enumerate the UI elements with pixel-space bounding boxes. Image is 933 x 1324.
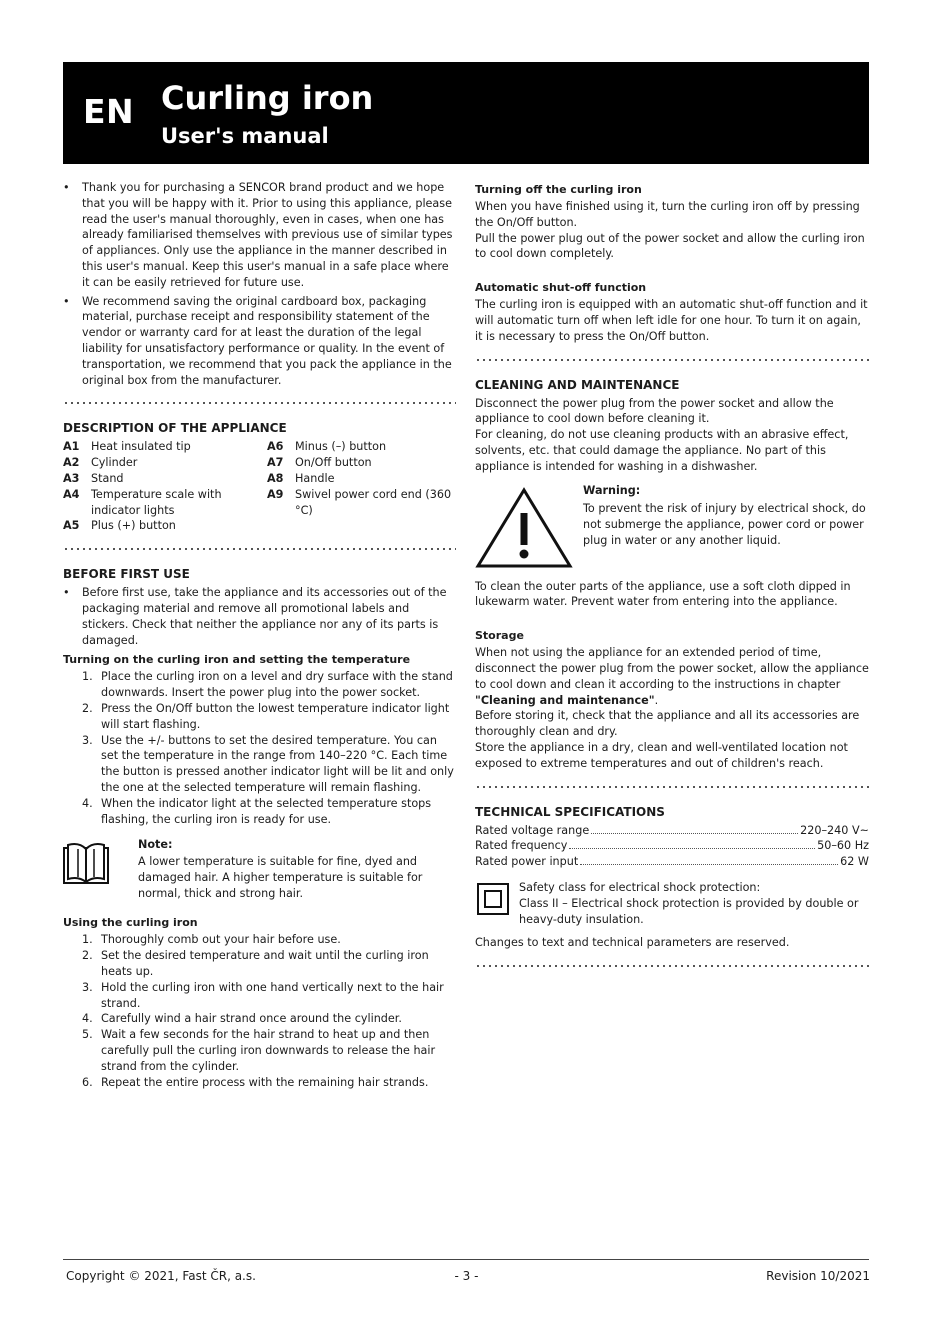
spec-value: 220–240 V~ [800, 823, 869, 837]
description-heading: DESCRIPTION OF THE APPLIANCE [63, 421, 287, 436]
part-code: A4 [63, 487, 80, 501]
spec-label: Rated frequency [475, 839, 568, 853]
before-first-use-heading: BEFORE FIRST USE [63, 567, 190, 582]
part-label: Plus (+) button [91, 519, 176, 533]
page-header [63, 62, 869, 164]
intro-list [63, 180, 456, 388]
safety-class-box [475, 880, 869, 927]
part-code: A1 [63, 440, 80, 454]
safety-class-text: Class II – Electrical shock protection is provided by double or heavy-duty insulation. [519, 896, 859, 926]
page-number: - 3 - [454, 1269, 479, 1283]
warning-triangle-icon [475, 487, 573, 569]
document-subtitle: User's manual [161, 124, 329, 148]
turning-on-heading: Turning on the curling iron and setting the temperature [63, 653, 411, 667]
step-item: 4. Carefully wind a hair strand once around the cylinder. [82, 1012, 402, 1026]
spec-label: Rated power input [475, 855, 579, 869]
part-label: Temperature scale with indicator lights [91, 487, 222, 517]
step-item: 2. Press the On/Off button the lowest temperature indicator light will start flashing. [82, 701, 450, 731]
part-label: Handle [295, 471, 335, 485]
footer-revision: Revision 10/2021 [766, 1269, 870, 1283]
section-divider [63, 402, 456, 404]
part-label: Minus (–) button [295, 440, 387, 454]
turning-off-heading: Turning off the curling iron [475, 183, 642, 196]
step-text: Hold the curling iron with one hand vertically next to the hair strand. [101, 980, 444, 1010]
part-label: On/Off button [295, 456, 372, 470]
step-text: Press the On/Off button the lowest temperature indicator light will start flashing. [101, 701, 450, 731]
part-label: Swivel power cord end (360 °C) [295, 487, 452, 517]
turning-off-text: Pull the power plug out of the power socket and allow the curling iron to cool down completely. [475, 231, 865, 261]
spec-row [475, 838, 869, 854]
section-divider [63, 548, 456, 550]
intro-paragraph: • We recommend saving the original cardboard box, packaging material, purchase receipt and responsibility statement of the vendor or warranty card for at least the duration of the legal liability for unsatisfactory performance or quality. In the event of transportation, we recommend that you pack the appliance in the original box from the manufacturer. [63, 294, 456, 389]
step-text: Thoroughly comb out your hair before use. [101, 933, 341, 947]
auto-off-heading: Automatic shut-off function [475, 281, 647, 295]
step-text: Use the +/- buttons to set the desired temperature. You can set the temperature in the range from 140–220 °C. Each time the button is pressed another indicator light will be lit and only the one at the selected temperature will remain flashing. [101, 733, 454, 794]
step-item: 1. Place the curling iron on a level and dry surface with the stand downwards. Insert the power plug into the power socket. [82, 670, 453, 700]
cleaning-heading: CLEANING AND MAINTENANCE [475, 377, 680, 392]
cleaning-text: For cleaning, do not use cleaning products with an abrasive effect, solvents, etc. that could damage the appliance. No part of this appliance is intended for washing in a dishwasher. [475, 428, 849, 473]
safety-class-title: Safety class for electrical shock protection: [519, 880, 761, 894]
warning-box [475, 483, 869, 567]
part-label: Heat insulated tip [91, 440, 191, 454]
before-first-use-list [63, 585, 456, 648]
intro-paragraph: • Thank you for purchasing a SENCOR brand product and we hope that you will be happy with it. Prior to using this appliance, please read the user's manual thoroughly, even in cases, when one has already familiarised themselves with previous use of similar types of appliances. Only use the appliance in the manner described in this user's manual. Keep this user's manual in a safe place where it can be easily retrieved for future use. [63, 180, 456, 291]
spec-value: 62 W [840, 855, 869, 869]
step-item: 4. When the indicator light at the selected temperature stops flashing, the curling iron is ready for use. [82, 796, 432, 826]
cleaning-text: Disconnect the power plug from the power socket and allow the appliance to cool down before cleaning it. [475, 396, 834, 426]
spec-row [475, 854, 869, 870]
part-code: A3 [63, 471, 80, 485]
note-box [63, 837, 456, 901]
storage-text: Store the appliance in a dry, clean and well-ventilated location not exposed to extreme temperatures and out of children's reach. [475, 740, 848, 770]
step-item: 2. Set the desired temperature and wait until the curling iron heats up. [82, 949, 429, 979]
book-icon [63, 841, 109, 885]
step-item: 3. Hold the curling iron with one hand vertically next to the hair strand. [82, 980, 444, 1010]
part-label: Stand [91, 471, 124, 485]
before-first-use-text: • Before first use, take the appliance and its accessories out of the packaging material and remove all promotional labels and stickers. Check that neither the appliance nor any of its parts is damaged. [63, 585, 456, 648]
language-code: EN [83, 92, 135, 131]
section-divider [475, 965, 869, 967]
step-item: 5. Wait a few seconds for the hair strand to heat up and then carefully pull the curling iron downwards to release the hair strand from the cylinder. [82, 1028, 436, 1073]
spec-value: 50–60 Hz [817, 839, 869, 853]
part-code: A6 [267, 440, 284, 454]
storage-text: Before storing it, check that the appliance and all its accessories are thoroughly clean and dry. [475, 709, 860, 739]
cleaning-text: To clean the outer parts of the appliance, use a soft cloth dipped in lukewarm water. Prevent water from entering into the appliance. [475, 579, 851, 609]
description-list [63, 439, 456, 534]
class-ii-double-square-icon [477, 883, 509, 915]
footer-divider [63, 1259, 869, 1260]
right-column [475, 180, 869, 983]
spec-label: Rated voltage range [475, 823, 590, 837]
part-code: A9 [267, 487, 284, 501]
turning-off-text: When you have finished using it, turn the curling iron off by pressing the On/Off button. [475, 200, 860, 229]
part-code: A7 [267, 456, 284, 470]
document-title: Curling iron [161, 79, 374, 117]
turning-on-steps [63, 669, 456, 827]
auto-off-text: The curling iron is equipped with an automatic shut-off function and it will automatic turn off when left idle for one hour. To turn it on again, it is necessary to press the On/Off button. [475, 298, 868, 343]
step-item: 1. Thoroughly comb out your hair before use. [82, 933, 341, 947]
step-text: Place the curling iron on a level and dry surface with the stand downwards. Insert the power plug into the power socket. [101, 670, 453, 700]
step-text: Carefully wind a hair strand once around the cylinder. [101, 1012, 402, 1026]
using-steps [63, 932, 456, 1090]
storage-text: When not using the appliance for an extended period of time, disconnect the power plug from the power socket, allow the appliance to cool down and clean it according to the instructions in chapter "Cleaning and maintenance". [475, 646, 869, 707]
footer-copyright: Copyright © 2021, Fast ČR, a.s. [66, 1269, 256, 1283]
technical-heading: TECHNICAL SPECIFICATIONS [475, 804, 665, 819]
part-code: A5 [63, 519, 80, 533]
step-text: Wait a few seconds for the hair strand to heat up and then carefully pull the curling iron downwards to release the hair strand from the cylinder. [101, 1028, 436, 1073]
note-text: A lower temperature is suitable for fine, dyed and damaged hair. A higher temperature is suitable for normal, thick and strong hair. [138, 855, 423, 900]
part-code: A2 [63, 456, 80, 470]
warning-text: To prevent the risk of injury by electrical shock, do not submerge the appliance, power cord or power plug in water or any another liquid. [583, 502, 866, 547]
part-label: Cylinder [91, 456, 138, 470]
section-divider [475, 359, 869, 361]
step-item: 6. Repeat the entire process with the remaining hair strands. [82, 1075, 429, 1089]
step-text: Repeat the entire process with the remaining hair strands. [101, 1075, 429, 1089]
changes-note: Changes to text and technical parameters are reserved. [475, 936, 790, 950]
section-divider [475, 786, 869, 788]
chapter-reference: "Cleaning and maintenance" [475, 693, 655, 707]
using-heading: Using the curling iron [63, 916, 198, 930]
step-text: Set the desired temperature and wait until the curling iron heats up. [101, 949, 429, 979]
part-code: A8 [267, 471, 284, 485]
storage-heading: Storage [475, 629, 524, 643]
step-item: 3. Use the +/- buttons to set the desired temperature. You can set the temperature in the range from 140–220 °C. Each time the button is pressed another indicator light will be lit and only the one at the selected temperature will remain flashing. [82, 733, 454, 794]
spec-row [475, 823, 869, 839]
note-title: Note: [138, 838, 173, 852]
warning-title: Warning: [583, 483, 641, 497]
left-column [63, 180, 456, 1090]
step-text: When the indicator light at the selected temperature stops flashing, the curling iron is ready for use. [101, 796, 432, 826]
